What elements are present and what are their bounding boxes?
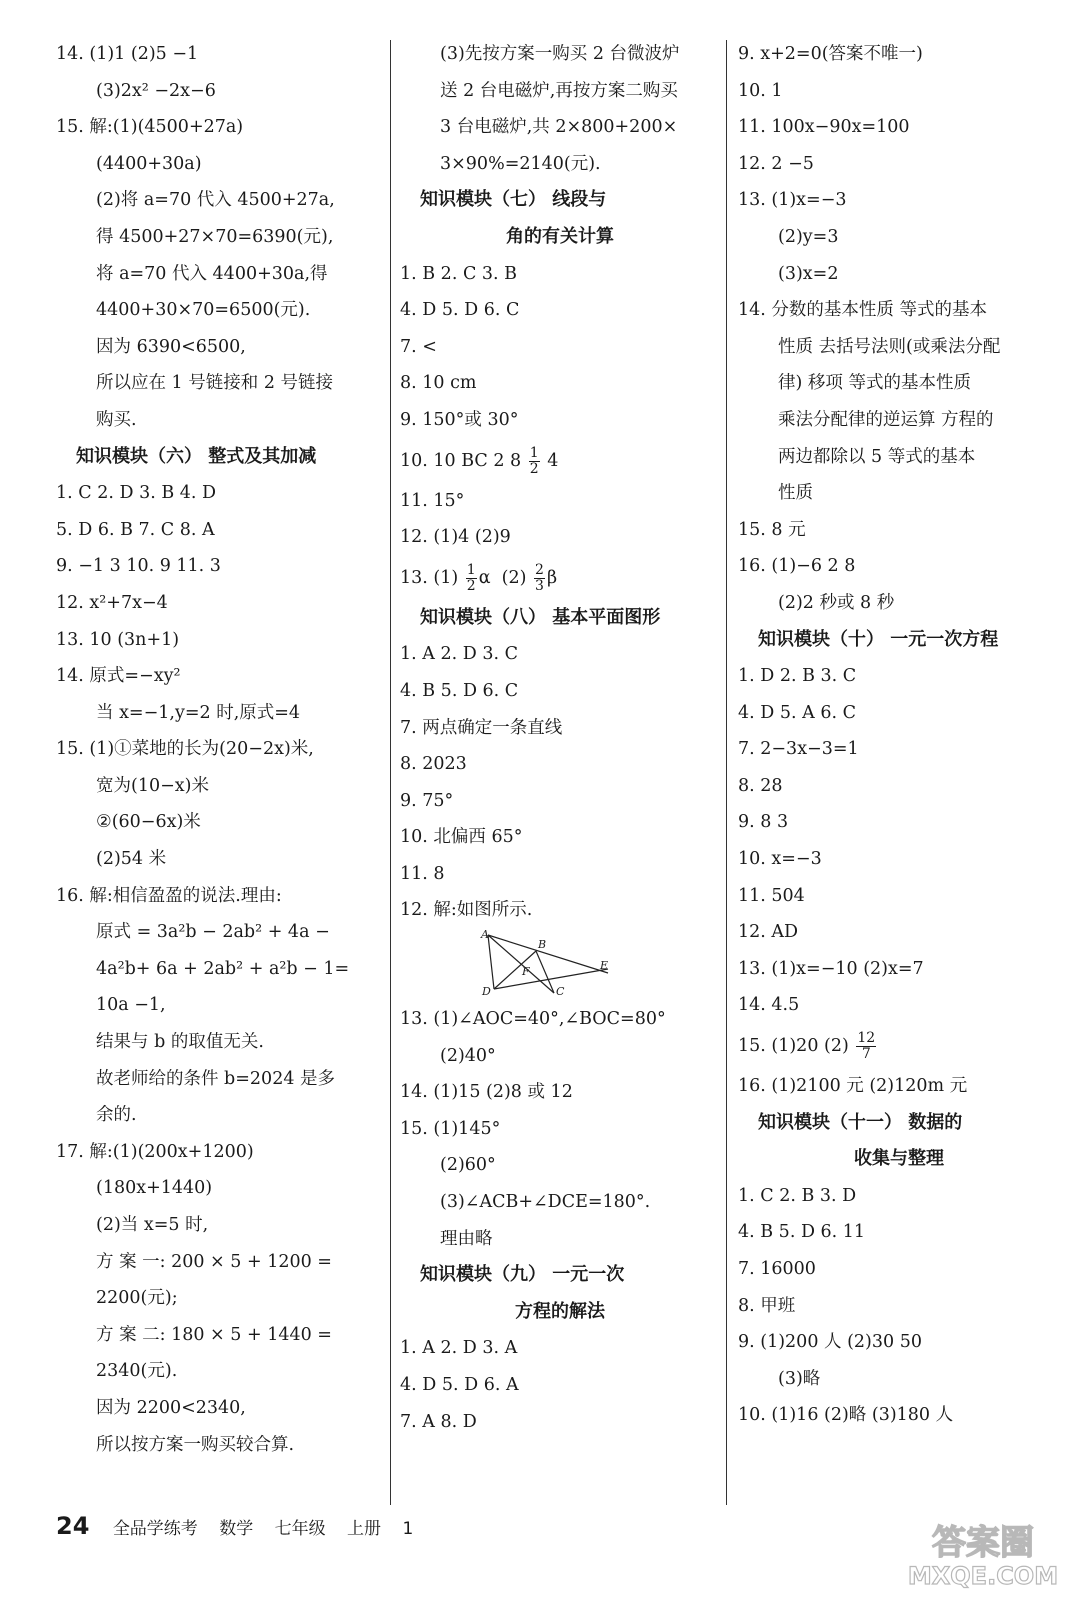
answer-text: 13. (1) [400, 567, 459, 588]
answer-line: 乘法分配律的逆运算 方程的 [778, 409, 994, 430]
answer-text: 15. (1)20 (2) [738, 1036, 849, 1057]
section-heading: 知识模块（九） 一元一次 [420, 1264, 625, 1286]
section-heading: 知识模块（七） 线段与 [420, 189, 607, 211]
answer-line: 13. (1)x=−10 (2)x=7 [738, 958, 924, 979]
answer-line: 17. 解:(1)(200x+1200) [56, 1141, 254, 1162]
answer-line: 5. D 6. B 7. C 8. A [56, 519, 215, 540]
answer-line: 将 a=70 代入 4400+30a,得 [96, 263, 328, 284]
answer-line: 1. B 2. C 3. B [400, 263, 518, 284]
book-title: 全品学练考 [112, 1519, 198, 1539]
answer-line: 9. (1)200 人 (2)30 50 [738, 1332, 922, 1353]
answer-line: 4. D 5. D 6. C [400, 300, 520, 321]
answer-column-3 [738, 36, 1060, 1434]
answer-line: 11. 100x−90x=100 [738, 117, 910, 138]
answer-line: 9. 8 3 [738, 812, 789, 833]
point-label: B [538, 938, 547, 952]
answer-line: (4400+30a) [96, 153, 202, 174]
fraction: $\frac{12}{7}$ [857, 1030, 876, 1063]
answer-line: 性质 去括号法则(或乘法分配 [778, 336, 1001, 357]
answer-line: 12. x²+7x−4 [56, 592, 168, 613]
watermark-text: 答案圈 [932, 1523, 1034, 1563]
answer-line: 7. 2−3x−3=1 [738, 739, 859, 760]
answer-line: 15. (1)145° [400, 1118, 501, 1139]
point-label: E [600, 959, 609, 973]
answer-line: 16. (1)−6 2 8 [738, 556, 856, 577]
answer-line: 1. C 2. D 3. B 4. D [56, 483, 217, 504]
watermark-logo [898, 1518, 1068, 1590]
answer-line: 9. −1 3 10. 9 11. 3 [56, 556, 221, 577]
answer-line: 10a −1, [96, 995, 166, 1016]
answer-line: 12. AD [738, 922, 799, 943]
answer-line: 4. B 5. D 6. C [400, 680, 519, 701]
point-label: A [481, 929, 489, 942]
answer-line: 15. 8 元 [738, 519, 806, 540]
answer-line: 14. (1)1 (2)5 −1 [56, 44, 199, 64]
answer-line: 10. (1)16 (2)略 (3)180 人 [738, 1405, 954, 1426]
answer-text: 4 [547, 450, 559, 471]
watermark-url: MXQE.COM [907, 1562, 1059, 1590]
answer-line: 因为 2200<2340, [96, 1397, 246, 1418]
column-divider [726, 40, 727, 1505]
answer-line: 宽为(10−x)米 [96, 775, 209, 796]
page-number: 24 [56, 1512, 90, 1540]
answer-line: 8. 甲班 [738, 1295, 796, 1316]
answer-line: 10. x=−3 [738, 849, 822, 870]
section-heading: 收集与整理 [854, 1148, 944, 1170]
answer-line: 11. 15° [400, 490, 465, 511]
answer-line: 8. 10 cm [400, 373, 477, 394]
section-heading: 知识模块（八） 基本平面图形 [420, 606, 661, 628]
answer-line: 故老师给的条件 b=2024 是多 [96, 1068, 336, 1089]
answer-line: 结果与 b 的取值无关. [96, 1032, 264, 1053]
answer-line: 15. 解:(1)(4500+27a) [56, 117, 244, 138]
answer-line: 余的. [96, 1105, 137, 1126]
answer-line: 7. 16000 [738, 1259, 816, 1279]
geometry-figure [400, 929, 720, 1001]
answer-line: 13. 10 (3n+1) [56, 629, 180, 650]
answer-line: (180x+1440) [96, 1178, 213, 1199]
answer-line: 1. A 2. D 3. C [400, 644, 518, 665]
answer-column-1 [56, 36, 386, 1463]
answer-line: 当 x=−1,y=2 时,原式=4 [96, 702, 301, 723]
column-divider [390, 40, 391, 1505]
answer-line [738, 1024, 1060, 1068]
answer-line: 10. 北偏西 65° [400, 827, 523, 848]
answer-line: ②(60−6x)米 [96, 812, 201, 833]
answer-line: 7. A 8. D [400, 1411, 477, 1432]
answer-line: 4. B 5. D 6. 11 [738, 1222, 866, 1243]
point-label: F [522, 965, 530, 979]
answer-line: 9. 150°或 30° [400, 409, 519, 430]
answer-line: 11. 8 [400, 863, 445, 884]
answer-line: 2200(元); [96, 1288, 178, 1309]
footer-extra: 1 [402, 1519, 414, 1539]
answer-line: 14. 原式=−xy² [56, 666, 181, 687]
answer-line: 4. D 5. A 6. C [738, 702, 856, 723]
answer-line: 原式 = 3a²b − 2ab² + 4a − [96, 922, 330, 943]
answer-line: 13. (1)x=−3 [738, 190, 847, 211]
page-footer [56, 1512, 429, 1540]
answer-line: 14. (1)15 (2)8 或 12 [400, 1082, 573, 1103]
answer-line: (2)当 x=5 时, [96, 1215, 209, 1235]
grade-label: 七年级 [274, 1519, 326, 1539]
geometry-figure-svg [470, 929, 620, 1001]
answer-line: (2)2 秒或 8 秒 [778, 592, 895, 613]
answer-line: 方 案 二: 180 × 5 + 1440 = [96, 1324, 332, 1345]
answer-line: 7. < [400, 336, 437, 357]
answer-line: (2)60° [440, 1155, 496, 1176]
answer-line: 14. 4.5 [738, 995, 800, 1016]
answer-line: 8. 2023 [400, 754, 467, 775]
answer-line [400, 439, 720, 483]
answer-line: 3×90%=2140(元). [440, 153, 601, 174]
answer-line: 购买. [96, 409, 137, 430]
answer-line: 12. 2 −5 [738, 153, 814, 174]
section-heading: 知识模块（十） 一元一次方程 [758, 628, 999, 650]
answer-line: 律) 移项 等式的基本性质 [778, 373, 971, 394]
answer-line: 14. 分数的基本性质 等式的基本 [738, 300, 987, 321]
answer-line: 13. (1)∠AOC=40°,∠BOC=80° [400, 1009, 666, 1030]
answer-text: 10. 10 BC 2 8 [400, 450, 522, 471]
answer-line: (2)40° [440, 1045, 496, 1066]
answer-line: (2)y=3 [778, 226, 839, 247]
answer-line: 2340(元). [96, 1361, 178, 1382]
answer-line: 8. 28 [738, 775, 783, 796]
answer-line: 所以应在 1 号链接和 2 号链接 [96, 373, 334, 394]
answer-line: (3)x=2 [778, 263, 839, 284]
answer-line: 4a²b+ 6a + 2ab² + a²b − 1= [96, 958, 350, 979]
answer-line: 性质 [778, 483, 813, 504]
section-heading: 方程的解法 [515, 1300, 605, 1322]
point-label: D [482, 985, 491, 999]
answer-line: (3)先按方案一购买 2 台微波炉 [440, 44, 680, 64]
fraction: $\frac{2}{3}$ [535, 561, 544, 594]
subject-label: 数学 [219, 1519, 254, 1539]
point-label: C [556, 985, 565, 999]
fraction: $\frac{1}{2}$ [466, 561, 476, 594]
answer-line: (3)∠ACB+∠DCE=180°. [440, 1192, 651, 1213]
answer-line: 1. D 2. B 3. C [738, 666, 857, 687]
answer-line: (2)54 米 [96, 849, 167, 870]
answer-line: 10. 1 [738, 80, 783, 101]
answer-line: 16. 解:相信盈盈的说法.理由: [56, 885, 282, 906]
answer-line: 理由略 [440, 1228, 493, 1249]
answer-text: (2) [501, 567, 527, 588]
section-heading: 角的有关计算 [506, 225, 614, 247]
answer-line: 7. 两点确定一条直线 [400, 717, 563, 738]
answer-line: 15. (1)①菜地的长为(20−2x)米, [56, 739, 314, 760]
answer-line: 因为 6390<6500, [96, 336, 246, 357]
answer-line: 4400+30×70=6500(元). [96, 300, 311, 321]
answer-line: 13. (1) $\frac{1}{2}$ α (2) $\frac{2}{3}$ β [400, 561, 558, 594]
answer-line: 12. 解:如图所示. [400, 900, 533, 921]
section-heading: 知识模块（十一） 数据的 [758, 1111, 963, 1133]
answer-line: 3 台电磁炉,共 2×800+200× [440, 117, 678, 138]
answer-line: 两边都除以 5 等式的基本 [778, 446, 976, 467]
answer-line: 所以按方案一购买较合算. [96, 1434, 295, 1455]
answer-line: 1. A 2. D 3. A [400, 1338, 518, 1359]
answer-line: 得 4500+27×70=6390(元), [96, 226, 334, 247]
answer-line: 方 案 一: 200 × 5 + 1200 = [96, 1251, 332, 1272]
answer-line: 4. D 5. D 6. A [400, 1375, 519, 1395]
section-heading: 知识模块（六） 整式及其加减 [76, 445, 317, 467]
answer-line: (3)2x² −2x−6 [96, 80, 216, 101]
answer-line: (2)将 a=70 代入 4500+27a, [96, 190, 335, 211]
answer-line: 送 2 台电磁炉,再按方案二购买 [440, 80, 678, 101]
answer-line: 9. x+2=0(答案不唯一) [738, 44, 923, 64]
answer-line: 16. (1)2100 元 (2)120m 元 [738, 1076, 968, 1097]
answer-line: 11. 504 [738, 885, 805, 906]
answer-line: 9. 75° [400, 790, 454, 811]
answer-line: (3)略 [778, 1368, 821, 1389]
answer-line: 1. C 2. B 3. D [738, 1185, 857, 1206]
fraction: $\frac{1}{2}$ [529, 444, 539, 477]
volume-label: 上册 [347, 1519, 382, 1539]
answer-column-2 [400, 36, 720, 1440]
answer-line: 12. (1)4 (2)9 [400, 527, 511, 548]
